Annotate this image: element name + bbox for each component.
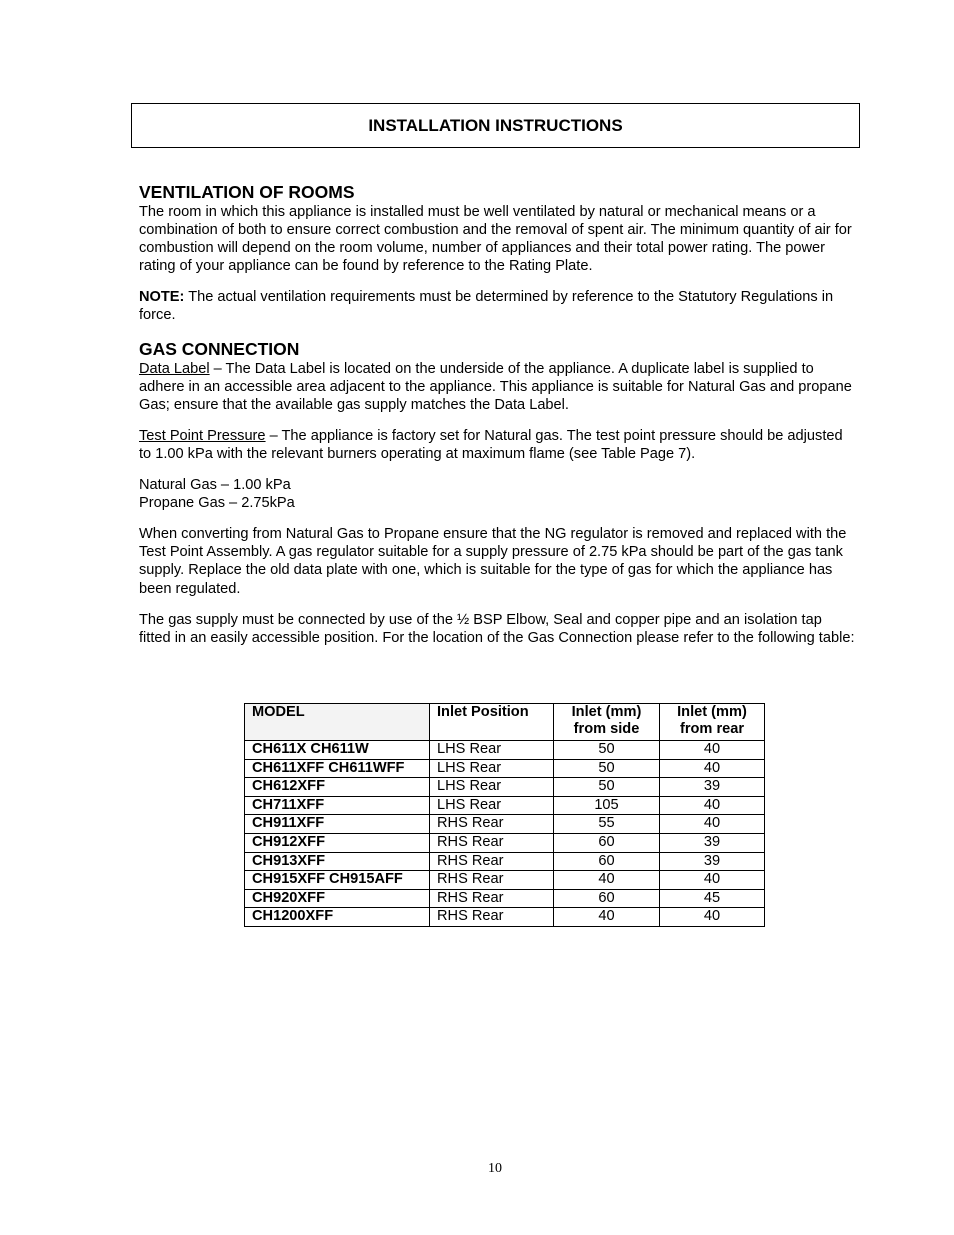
gas-supply-paragraph: The gas supply must be connected by use of the ½ BSP Elbow, Seal and copper pipe and an isolation tap fitted in an easily accessible position. For the location of the Gas Connection please refer to the following table:: [139, 611, 855, 646]
gas-connection-table: [244, 703, 765, 927]
cell-model: CH911XFF: [245, 815, 430, 834]
cell-model: CH913XFF: [245, 852, 430, 871]
natural-gas-pressure: Natural Gas – 1.00 kPa: [139, 477, 291, 494]
note-text: The actual ventilation requirements must be determined by reference to the Statutory Regulations in force.: [139, 289, 834, 324]
table-row: [245, 889, 765, 908]
table-row: [245, 815, 765, 834]
cell-inlet-position: LHS Rear: [430, 759, 554, 778]
cell-model: CH915XFF CH915AFF: [245, 871, 430, 890]
cell-inlet-rear: 39: [660, 833, 765, 852]
cell-inlet-rear: 40: [660, 796, 765, 815]
cell-inlet-position: LHS Rear: [430, 741, 554, 760]
table-row: [245, 796, 765, 815]
cell-model: CH612XFF: [245, 778, 430, 797]
cell-inlet-rear: 40: [660, 908, 765, 927]
cell-inlet-position: RHS Rear: [430, 908, 554, 927]
cell-inlet-rear: 45: [660, 889, 765, 908]
page-number: 10: [488, 1161, 502, 1176]
cell-inlet-position: RHS Rear: [430, 889, 554, 908]
cell-model: CH1200XFF: [245, 908, 430, 927]
cell-model: CH711XFF: [245, 796, 430, 815]
page-title: INSTALLATION INSTRUCTIONS: [368, 115, 623, 135]
table-header-row: [245, 704, 765, 741]
cell-inlet-side: 50: [554, 759, 660, 778]
table-row: [245, 871, 765, 890]
cell-model: CH920XFF: [245, 889, 430, 908]
propane-gas-pressure: Propane Gas – 2.75kPa: [139, 495, 295, 512]
note-label: NOTE:: [139, 289, 185, 306]
cell-model: CH611XFF CH611WFF: [245, 759, 430, 778]
table-row: [245, 778, 765, 797]
data-label-term: Data Label: [139, 360, 210, 377]
table-row: [245, 741, 765, 760]
gas-connection-heading: GAS CONNECTION: [139, 338, 300, 359]
cell-inlet-side: 60: [554, 833, 660, 852]
cell-model: CH912XFF: [245, 833, 430, 852]
cell-inlet-rear: 39: [660, 852, 765, 871]
main-content: [139, 182, 855, 647]
cell-inlet-rear: 40: [660, 759, 765, 778]
table-row: [245, 852, 765, 871]
cell-inlet-position: LHS Rear: [430, 778, 554, 797]
header-model: MODEL: [245, 704, 430, 741]
cell-inlet-position: LHS Rear: [430, 796, 554, 815]
cell-inlet-position: RHS Rear: [430, 833, 554, 852]
cell-inlet-position: RHS Rear: [430, 815, 554, 834]
cell-inlet-rear: 40: [660, 815, 765, 834]
cell-model: CH611X CH611W: [245, 741, 430, 760]
cell-inlet-rear: 39: [660, 778, 765, 797]
table-row: [245, 759, 765, 778]
table-body: [245, 741, 765, 927]
cell-inlet-position: RHS Rear: [430, 852, 554, 871]
cell-inlet-side: 60: [554, 852, 660, 871]
data-label-text: – The Data Label is located on the underside of the appliance. A duplicate label is supplied to adhere in an accessible area adjacent to the appliance. This appliance is suitable for Natural Gas and propane Gas; ensure that the available gas supply matches the Data Label.: [139, 360, 852, 413]
header-inlet-rear: Inlet (mm) from rear: [660, 704, 765, 741]
cell-inlet-side: 50: [554, 741, 660, 760]
test-point-text: – The appliance is factory set for Natural gas. The test point pressure should be adjusted to 1.00 kPa with the relevant burners operating at maximum flame (see Table Page 7).: [139, 427, 843, 462]
ventilation-body: The room in which this appliance is installed must be well ventilated by natural or mechanical means or a combination of both to ensure correct combustion and the removal of spent air. The minimum quantity of air for combustion will depend on the room volume, number of appliances and their total power rating. The power rating of your appliance can be found by reference to the Rating Plate.: [139, 204, 852, 275]
page-title-box: [131, 103, 860, 148]
data-label-paragraph: [139, 360, 855, 414]
gas-connection-table-wrapper: [244, 703, 765, 927]
cell-inlet-side: 40: [554, 871, 660, 890]
test-point-paragraph: [139, 427, 855, 463]
cell-inlet-side: 40: [554, 908, 660, 927]
cell-inlet-side: 105: [554, 796, 660, 815]
cell-inlet-side: 55: [554, 815, 660, 834]
cell-inlet-position: RHS Rear: [430, 871, 554, 890]
table-row: [245, 908, 765, 927]
converting-paragraph: When converting from Natural Gas to Propane ensure that the NG regulator is removed and replaced with the Test Point Assembly. A gas regulator suitable for a supply pressure of 2.75 kPa should be part of the gas tank supply. Replace the old data plate with one, which is suitable for the type of gas for which the appliance has been regulated.: [139, 526, 847, 597]
cell-inlet-rear: 40: [660, 871, 765, 890]
cell-inlet-side: 60: [554, 889, 660, 908]
ventilation-note: [139, 288, 855, 324]
test-point-term: Test Point Pressure: [139, 427, 266, 444]
table-row: [245, 833, 765, 852]
cell-inlet-rear: 40: [660, 741, 765, 760]
ventilation-heading: VENTILATION OF ROOMS: [139, 182, 355, 202]
header-inlet-side: Inlet (mm) from side: [554, 704, 660, 741]
header-inlet-position: Inlet Position: [430, 704, 554, 741]
cell-inlet-side: 50: [554, 778, 660, 797]
